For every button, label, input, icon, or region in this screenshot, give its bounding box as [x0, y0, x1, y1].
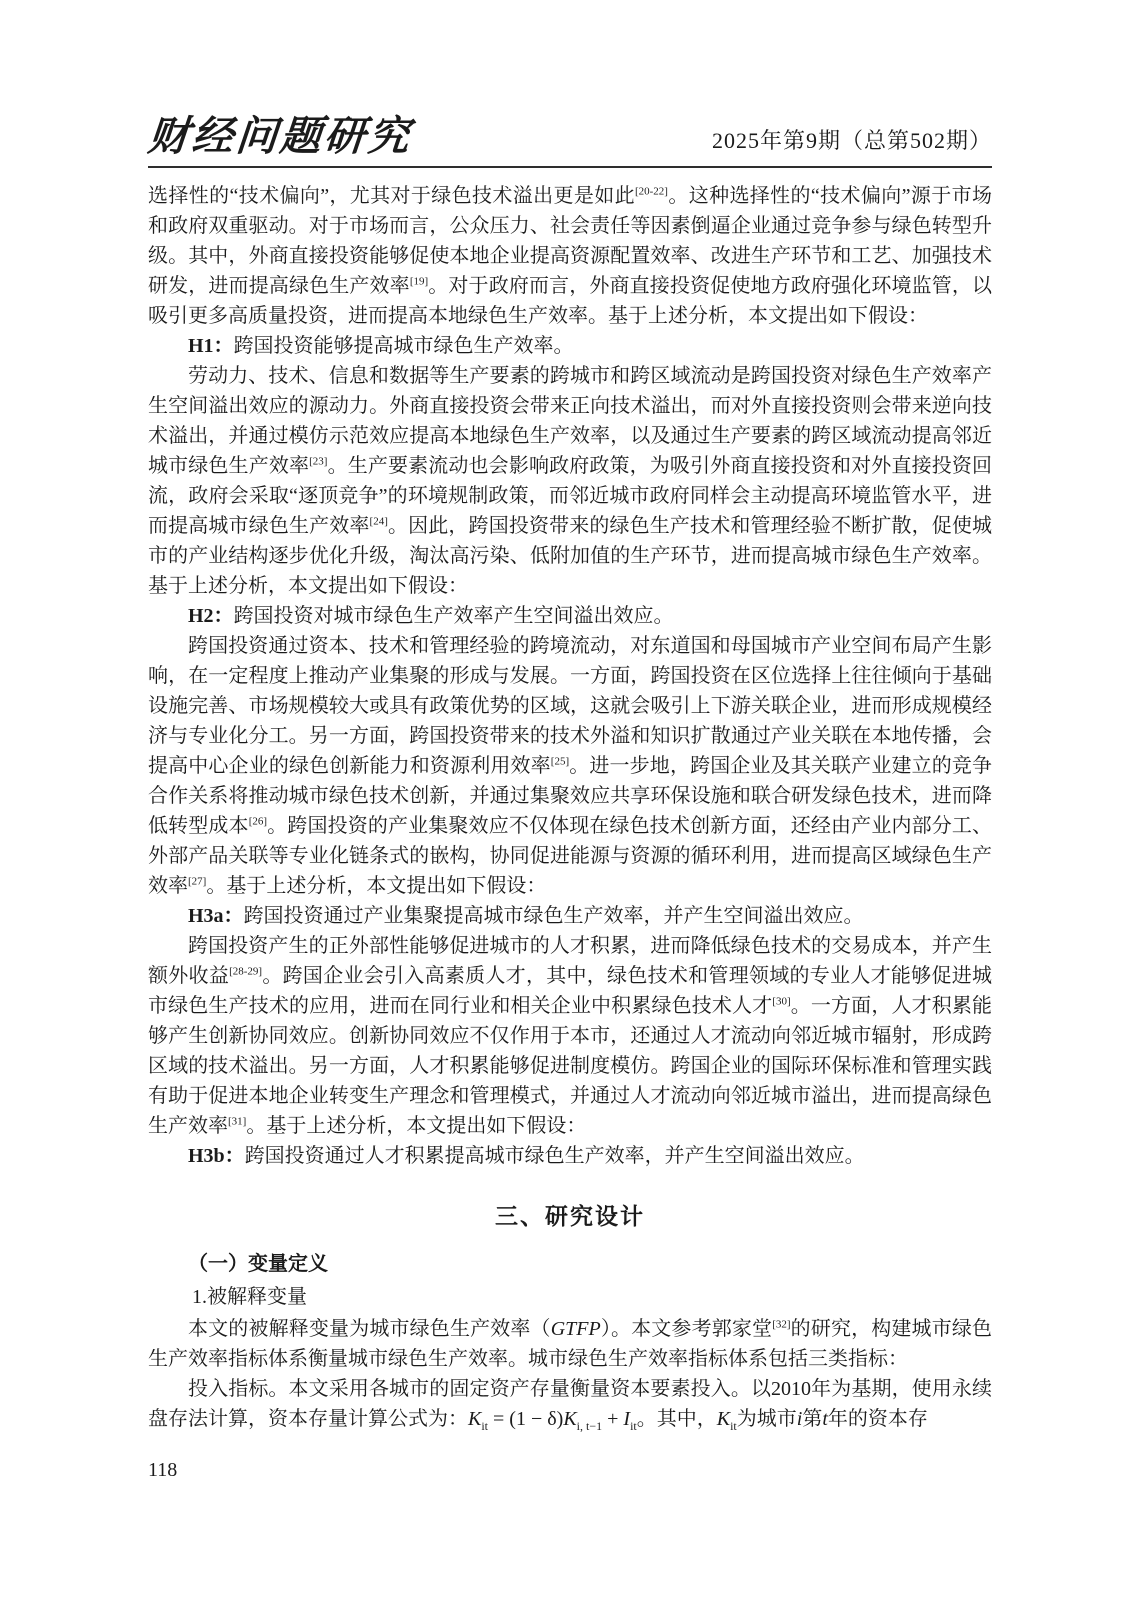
- paragraph: 跨国投资产生的正外部性能够促进城市的人才积累，进而降低绿色技术的交易成本，并产生额外收益[28-29]。跨国企业会引入高素质人才，其中，绿色技术和管理领域的专业人才能够促进城市绿色生产技术的应用，进而在同行业和相关企业中积累绿色技术人才[30]。一方面，人才积累能够产生创新协同效应。创新协同效应不仅作用于本市，还通过人才流动向邻近城市辐射，形成跨区域的技术溢出。另一方面，人才积累能够促进制度模仿。跨国企业的国际环保标准和管理实践有助于促进本地企业转变生产理念和管理模式，并通过人才流动向邻近城市溢出，进而提高绿色生产效率[31]。基于上述分析，本文提出如下假设：: [148, 935, 993, 1137]
- hypothesis-h2: H2：跨国投资对城市绿色生产效率产生空间溢出效应。: [188, 605, 674, 627]
- math-subscript: it: [730, 1419, 737, 1433]
- hypothesis-label: H3a：: [188, 905, 244, 927]
- citation-ref: [25]: [550, 755, 570, 768]
- math-variable: I: [623, 1408, 631, 1430]
- hypothesis-h3a: H3a：跨国投资通过产业集聚提高城市绿色生产效率，并产生空间溢出效应。: [188, 905, 864, 927]
- hypothesis-h3b: H3b：跨国投资通过人才积累提高城市绿色生产效率，并产生空间溢出效应。: [188, 1145, 865, 1167]
- paragraph: 跨国投资通过资本、技术和管理经验的跨境流动，对东道国和母国城市产业空间布局产生影响，在一定程度上推动产业集聚的形成与发展。一方面，跨国投资在区位选择上往往倾向于基础设施完善、市场规模较大或具有政策优势的区域，这就会吸引上下游关联企业，进而形成规模经济与专业化分工。另一方面，跨国投资带来的技术外溢和知识扩散通过产业关联在本地传播，会提高中心企业的绿色创新能力和资源利用效率[25]。进一步地，跨国企业及其关联产业建立的竞争合作关系将推动城市绿色技术创新，并通过集聚效应共享环保设施和联合研发绿色技术，进而降低转型成本[26]。跨国投资的产业集聚效应不仅体现在绿色技术创新方面，还经由产业内部分工、外部产品关联等专业化链条式的嵌构，协同促进能源与资源的循环利用，进而提高区域绿色生产效率[27]。基于上述分析，本文提出如下假设：: [148, 635, 993, 897]
- hypothesis-label: H1：: [188, 335, 234, 357]
- subsubsection-heading: 1.被解释变量: [192, 1286, 307, 1308]
- math-variable: K: [468, 1408, 482, 1430]
- citation-ref: [30]: [772, 995, 791, 1008]
- paragraph: 劳动力、技术、信息和数据等生产要素的跨城市和跨区域流动是跨国投资对绿色生产效率产生空间溢出效应的源动力。外商直接投资会带来正向技术溢出，而对外直接投资则会带来逆向技术溢出，并通过模仿示范效应提高本地绿色生产效率，以及通过生产要素的跨区域流动提高邻近城市绿色生产效率[23]。生产要素流动也会影响政府政策，为吸引外商直接投资和对外直接投资回流，政府会采取“逐顶竞争”的环境规制政策，而邻近城市政府同样会主动提高环境监管水平，进而提高城市绿色生产效率[24]。因此，跨国投资带来的绿色生产技术和管理经验不断扩散，促使城市的产业结构逐步优化升级，淘汰高污染、低附加值的生产环节，进而提高城市绿色生产效率。基于上述分析，本文提出如下假设：: [148, 365, 993, 597]
- hypothesis-label: H3b：: [188, 1145, 245, 1167]
- citation-ref: [32]: [772, 1318, 791, 1331]
- math-subscript: it: [630, 1419, 637, 1433]
- hypothesis-label: H2：: [188, 605, 234, 627]
- citation-ref: [19]: [409, 275, 429, 288]
- italic-term: t: [822, 1408, 828, 1430]
- citation-ref: [28-29]: [229, 965, 263, 978]
- citation-ref: [20-22]: [634, 185, 668, 198]
- italic-term: i: [796, 1408, 803, 1430]
- math-variable: K: [563, 1408, 577, 1430]
- citation-ref: [27]: [188, 875, 207, 888]
- paragraph: 投入指标。本文采用各城市的固定资产存量衡量资本要素投入。以2010年为基期，使用永续盘存法计算，资本存量计算公式为：$K_{it} = (1 - \delta)K_{i, t-1} + I_{it}$。其中，$K_{it}$为城市i第t年的资本存: [148, 1378, 992, 1433]
- page-number: 118: [148, 1459, 178, 1481]
- masthead: [146, 113, 992, 168]
- journal-logo: 财经问题研究: [146, 113, 415, 159]
- citation-ref: [23]: [309, 455, 328, 468]
- issue-info: 2025年第9期（总第502期）: [711, 128, 992, 153]
- math-subscript: i, t−1: [576, 1419, 603, 1433]
- hypothesis-h1: H1：跨国投资能够提高城市绿色生产效率。: [188, 335, 574, 357]
- article-body: [148, 181, 992, 1434]
- italic-term: GTFP: [550, 1318, 601, 1340]
- paragraph-continuation: 选择性的“技术偏向”，尤其对于绿色技术溢出更是如此[20-22]。这种选择性的“技术偏向”源于市场和政府双重驱动。对于市场而言，公众压力、社会责任等因素倒逼企业通过竞争参与绿色转型升级。其中，外商直接投资能够促使本地企业提高资源配置效率、改进生产环节和工艺、加强技术研发，进而提高绿色生产效率[19]。对于政府而言，外商直接投资促使地方政府强化环境监管，以吸引更多高质量投资，进而提高本地绿色生产效率。基于上述分析，本文提出如下假设：: [148, 185, 993, 327]
- section-heading: 三、研究设计: [495, 1203, 645, 1229]
- math-subscript: it: [481, 1419, 489, 1433]
- paragraph: 本文的被解释变量为城市绿色生产效率（GTFP）。本文参考郭家堂[32]的研究，构建城市绿色生产效率指标体系衡量城市绿色生产效率。城市绿色生产效率指标体系包括三类指标：: [148, 1318, 993, 1370]
- subsection-heading: （一）变量定义: [188, 1253, 328, 1275]
- citation-ref: [24]: [369, 515, 388, 528]
- citation-ref: [26]: [248, 815, 268, 828]
- citation-ref: [31]: [228, 1115, 247, 1128]
- math-variable: K: [716, 1408, 731, 1430]
